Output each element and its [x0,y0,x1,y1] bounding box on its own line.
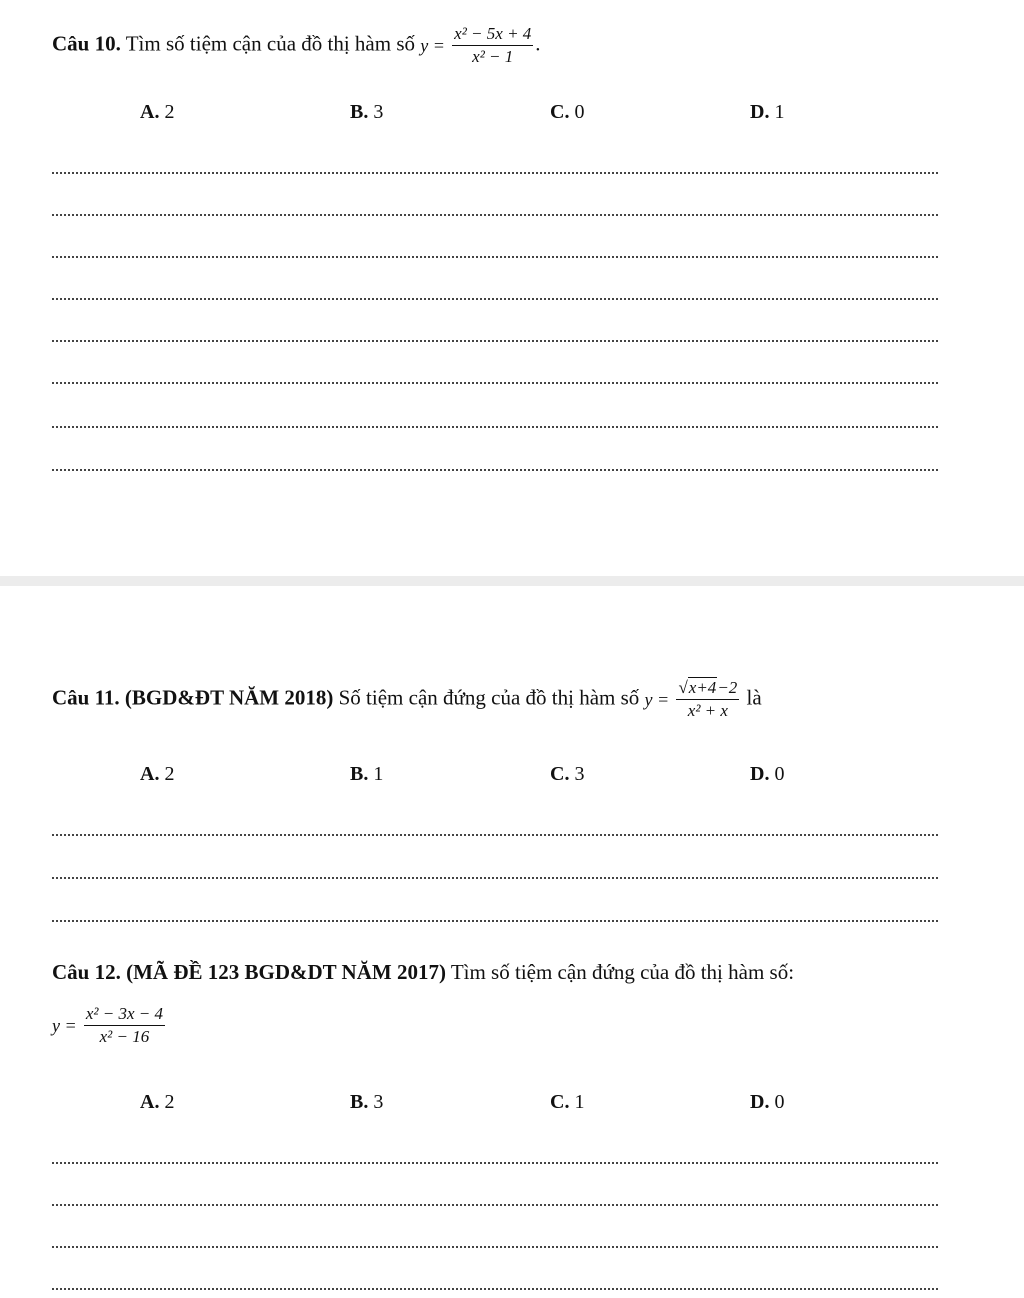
question-12-formula [84,1004,165,1047]
question-10-stem [52,24,541,67]
answer-line[interactable] [52,1288,938,1290]
answer-line[interactable] [52,1162,938,1164]
question-11-label: Câu 11. (BGD&ĐT NĂM 2018) [52,685,334,710]
question-11-formula-lhs: y = [644,689,670,710]
option-key: B. [350,763,369,785]
question-11-formula-numerator-rest: −2 [717,678,738,697]
option-key: C. [550,101,570,123]
option-value: 0 [574,101,585,123]
question-10-formula-lhs: y = [420,35,445,56]
question-10-option-a[interactable] [140,100,174,124]
question-11-end: là [746,685,762,710]
option-value: 1 [574,1091,585,1113]
answer-line[interactable] [52,256,938,258]
option-key: A. [140,1091,160,1113]
question-12-option-a[interactable] [140,1090,174,1114]
option-key: A. [140,101,160,123]
answer-line[interactable] [52,877,938,879]
question-11-option-b[interactable] [350,762,383,786]
option-key: B. [350,1091,369,1113]
option-value: 3 [373,101,384,123]
question-10-formula-denominator: x² − 1 [472,47,514,66]
question-11-option-c[interactable] [550,762,584,786]
option-value: 0 [774,763,785,785]
question-12-option-b[interactable] [350,1090,383,1114]
question-10-end: . [535,31,541,56]
option-value: 2 [164,1091,175,1113]
question-12-text: Tìm số tiệm cận đứng của đồ thị hàm số: [450,960,795,984]
question-10-label: Câu 10. [52,31,121,56]
answer-line[interactable] [52,834,938,836]
question-12-formula-line [52,1004,167,1047]
question-10-formula [452,24,533,67]
question-12-formula-numerator: x² − 3x − 4 [84,1004,165,1026]
option-value: 3 [373,1091,384,1113]
question-11-stem [52,678,762,721]
question-11-formula-denominator: x² + x [687,701,728,720]
question-11-text: Số tiệm cận đứng của đồ thị hàm số [338,685,640,710]
option-key: D. [750,1091,770,1113]
option-key: C. [550,763,570,785]
question-11-formula [676,678,739,721]
answer-line[interactable] [52,172,938,174]
option-key: C. [550,1091,570,1113]
question-10-option-d[interactable] [750,100,784,124]
question-10-text: Tìm số tiệm cận của đồ thị hàm số [125,31,416,56]
question-10-option-c[interactable] [550,100,584,124]
question-11-formula-numerator: √x+4−2 [676,678,739,700]
answer-line[interactable] [52,426,938,428]
question-11-formula-radicand: x+4 [688,678,717,697]
option-value: 2 [164,101,175,123]
option-key: B. [350,101,369,123]
answer-line[interactable] [52,382,938,384]
option-value: 3 [574,763,585,785]
answer-line[interactable] [52,340,938,342]
answer-line[interactable] [52,214,938,216]
option-value: 0 [774,1091,785,1113]
question-12-option-d[interactable] [750,1090,784,1114]
answer-line[interactable] [52,920,938,922]
question-12-label: Câu 12. (MÃ ĐỀ 123 BGD&DT NĂM 2017) [52,960,446,984]
question-12-formula-denominator: x² − 16 [99,1027,150,1046]
question-11-option-a[interactable] [140,762,174,786]
answer-line[interactable] [52,298,938,300]
question-12-stem [52,958,794,986]
answer-line[interactable] [52,469,938,471]
question-12-formula-lhs: y = [52,1015,77,1036]
option-key: D. [750,763,770,785]
question-11-option-d[interactable] [750,762,784,786]
option-value: 2 [164,763,175,785]
page-separator [0,576,1024,586]
option-value: 1 [774,101,785,123]
option-key: A. [140,763,160,785]
option-value: 1 [373,763,384,785]
answer-line[interactable] [52,1246,938,1248]
answer-line[interactable] [52,1204,938,1206]
option-key: D. [750,101,770,123]
question-12-option-c[interactable] [550,1090,584,1114]
question-10-option-b[interactable] [350,100,383,124]
question-10-formula-numerator: x² − 5x + 4 [452,24,533,46]
